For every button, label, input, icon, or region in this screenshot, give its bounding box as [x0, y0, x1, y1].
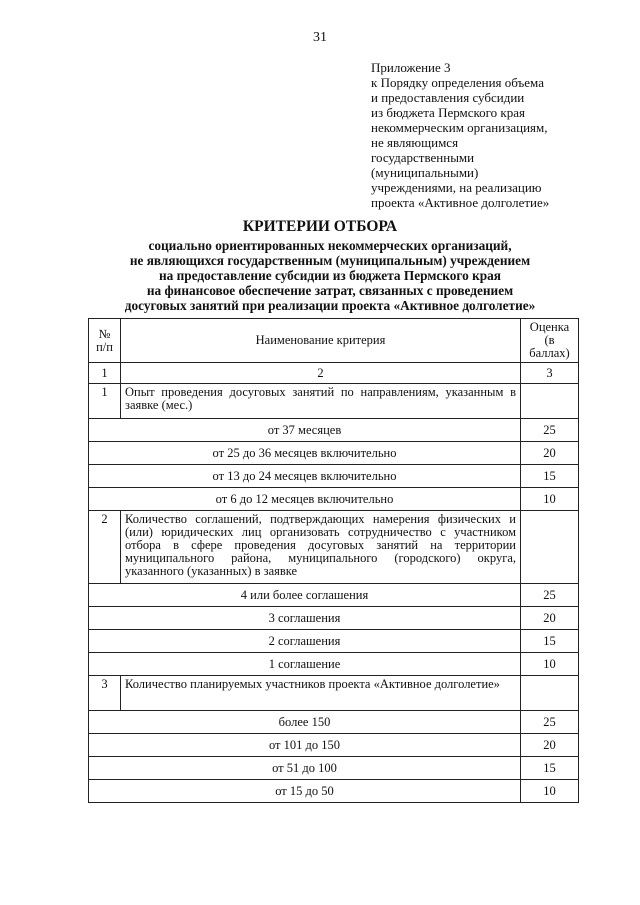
criterion-text: Количество соглашений, подтверждающих намерения физических и (или) юридических лиц организовать сотрудничество с участником отбора в сфере проведения досуговых занятий на территории муниципального района, муниципального (городского) округа, указанного (указанных) в заявке — [121, 511, 521, 584]
option-score: 25 — [521, 711, 579, 734]
option-label: от 37 месяцев — [89, 419, 521, 442]
option-row — [89, 584, 579, 607]
criterion-number: 1 — [89, 384, 121, 419]
criterion-row — [89, 511, 579, 584]
appendix-note — [371, 60, 586, 210]
option-row — [89, 630, 579, 653]
criterion-row — [89, 384, 579, 419]
option-row — [89, 734, 579, 757]
appendix-line: проекта «Активное долголетие» — [371, 195, 550, 210]
option-label: 2 соглашения — [89, 630, 521, 653]
option-label: более 150 — [89, 711, 521, 734]
header-name: Наименование критерия — [121, 319, 521, 363]
table-header-row — [89, 319, 579, 363]
column-number: 1 — [89, 363, 121, 384]
option-row — [89, 442, 579, 465]
option-row — [89, 780, 579, 803]
criteria-table — [88, 318, 579, 803]
option-score: 10 — [521, 780, 579, 803]
option-label: 1 соглашение — [89, 653, 521, 676]
criterion-row — [89, 676, 579, 711]
option-label: от 6 до 12 месяцев включительно — [89, 488, 521, 511]
header-score: Оценка (в баллах) — [521, 319, 579, 363]
appendix-line: некоммерческим организациям, — [371, 120, 548, 135]
option-label: от 51 до 100 — [89, 757, 521, 780]
option-row — [89, 711, 579, 734]
subtitle-line: на предоставление субсидии из бюджета Пермского края — [159, 268, 501, 283]
page-number: 31 — [313, 30, 327, 45]
option-score: 10 — [521, 488, 579, 511]
option-score: 20 — [521, 734, 579, 757]
option-score: 15 — [521, 757, 579, 780]
option-label: 4 или более соглашения — [89, 584, 521, 607]
option-label: от 25 до 36 месяцев включительно — [89, 442, 521, 465]
subtitle-line: на финансовое обеспечение затрат, связанных с проведением — [146, 283, 514, 298]
option-score: 15 — [521, 630, 579, 653]
appendix-line: государственными — [371, 150, 475, 165]
header-num: № п/п — [89, 319, 121, 363]
criterion-text: Опыт проведения досуговых занятий по направлениям, указанным в заявке (мес.) — [121, 384, 521, 419]
column-number-row — [89, 363, 579, 384]
column-number: 2 — [121, 363, 521, 384]
option-score: 25 — [521, 419, 579, 442]
option-row — [89, 488, 579, 511]
option-row — [89, 607, 579, 630]
criterion-score-empty — [521, 384, 579, 419]
appendix-line: и предоставления субсидии — [371, 90, 525, 105]
document-subtitle — [70, 238, 590, 313]
option-row — [89, 465, 579, 488]
criterion-text: Количество планируемых участников проекта «Активное долголетие» — [121, 676, 521, 711]
option-score: 25 — [521, 584, 579, 607]
criterion-score-empty — [521, 511, 579, 584]
subtitle-line: социально ориентированных некоммерческих организаций, — [148, 238, 512, 253]
option-score: 10 — [521, 653, 579, 676]
criterion-number: 2 — [89, 511, 121, 584]
option-label: от 101 до 150 — [89, 734, 521, 757]
appendix-line: учреждениями, на реализацию — [371, 180, 542, 195]
appendix-line: Приложение 3 — [371, 60, 451, 75]
option-label: от 13 до 24 месяцев включительно — [89, 465, 521, 488]
criterion-number: 3 — [89, 676, 121, 711]
subtitle-line: не являющихся государственным (муниципальным) учреждением — [129, 253, 531, 268]
appendix-line: из бюджета Пермского края — [371, 105, 526, 120]
option-score: 20 — [521, 607, 579, 630]
appendix-line: (муниципальными) — [371, 165, 479, 180]
option-score: 15 — [521, 465, 579, 488]
document-title: КРИТЕРИИ ОТБОРА — [242, 218, 398, 235]
subtitle-line: досуговых занятий при реализации проекта «Активное долголетие» — [124, 298, 536, 313]
appendix-line: к Порядку определения объема — [371, 75, 544, 90]
option-row — [89, 419, 579, 442]
appendix-line: не являющимся — [371, 135, 459, 150]
option-score: 20 — [521, 442, 579, 465]
option-label: 3 соглашения — [89, 607, 521, 630]
option-row — [89, 757, 579, 780]
option-row — [89, 653, 579, 676]
option-label: от 15 до 50 — [89, 780, 521, 803]
criterion-score-empty — [521, 676, 579, 711]
column-number: 3 — [521, 363, 579, 384]
